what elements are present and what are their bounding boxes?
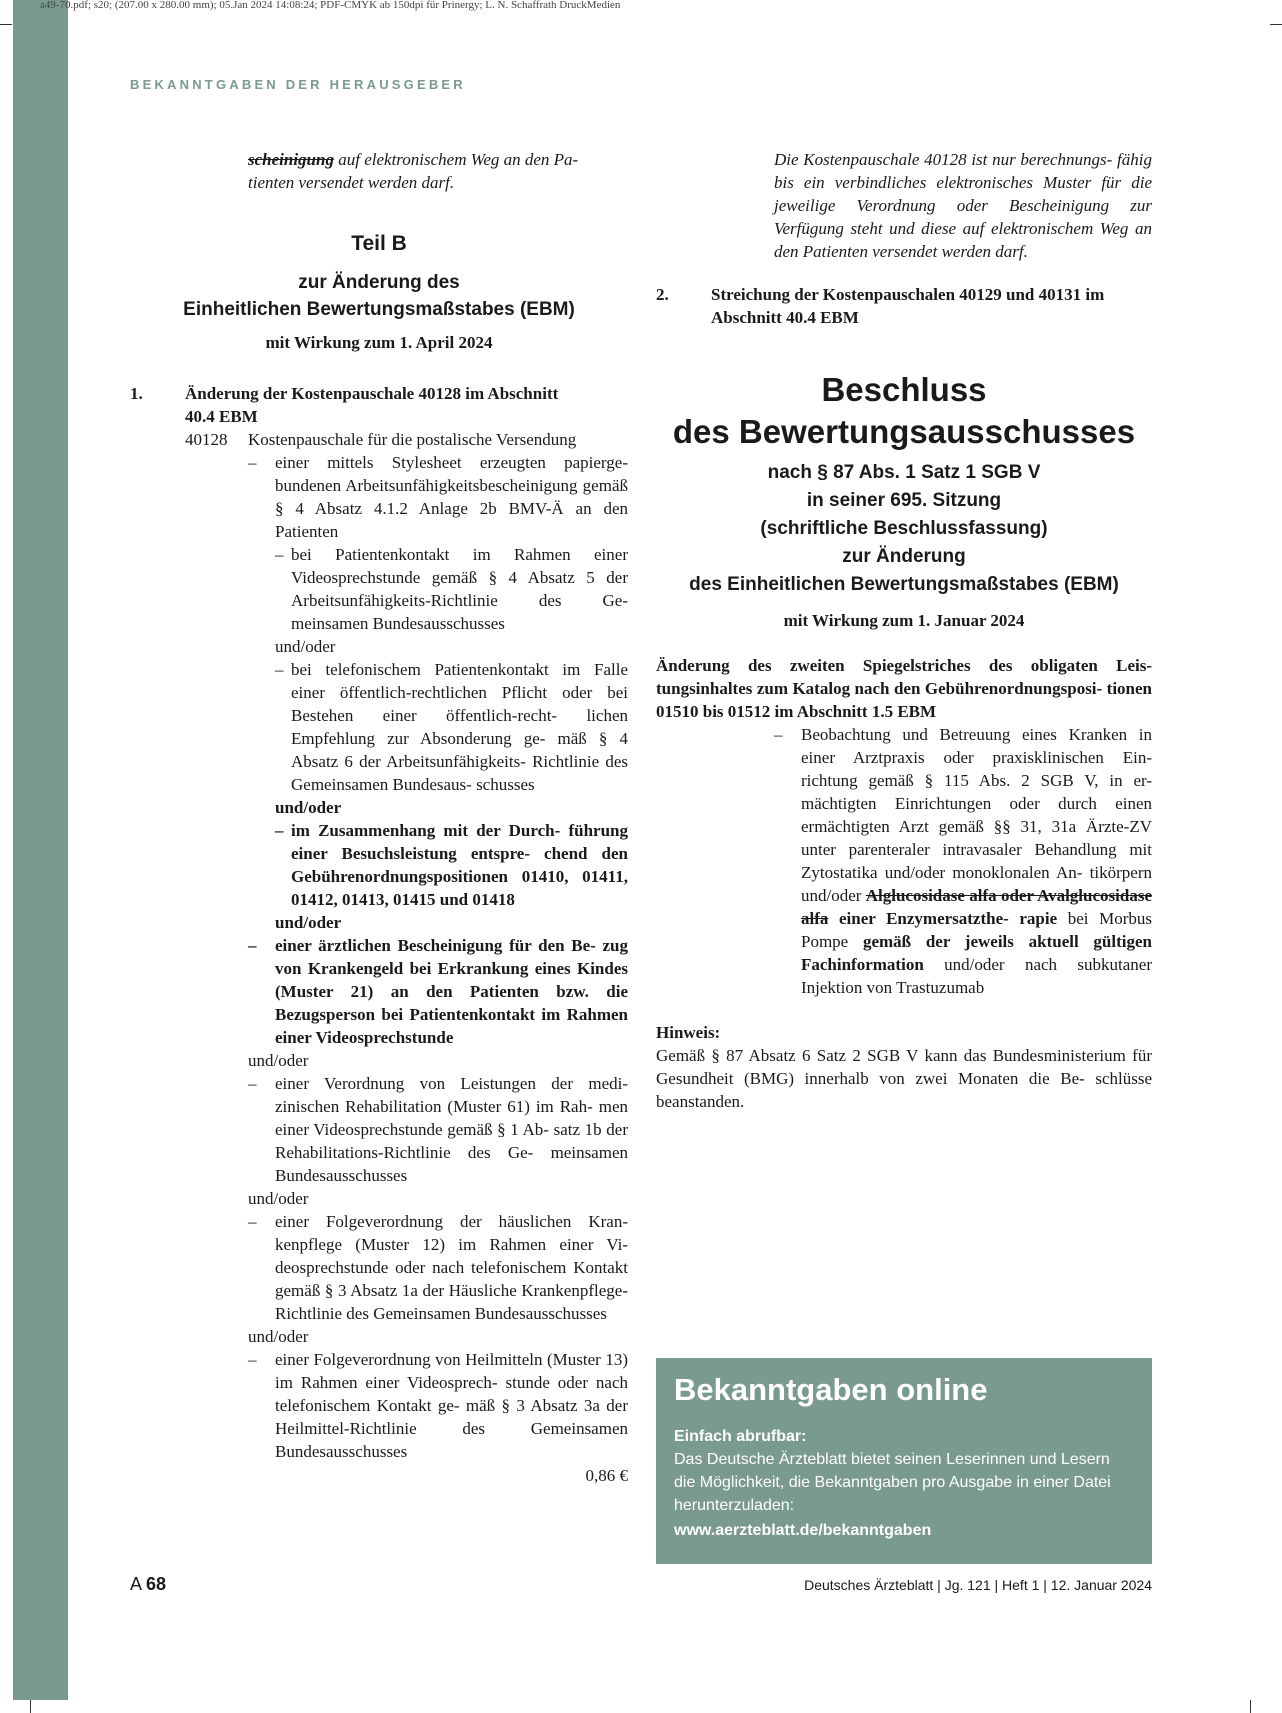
aenderung-heading: Änderung des zweiten Spiegelstriches des obligaten Leis- tungsinhaltes zum Katalog nach den Gebührenordnungsposi- tionen 01510 bis 01512 im Abschnitt 1.5 EBM [656,656,1152,721]
list-item-text: einer mittels Stylesheet erzeugten papierge- bundenen Arbeitsunfähigkeitsbescheinigung gemäß § 4 Absatz 4.1.2 Anlage 2b BMV-Ä an den Patienten [275,453,628,541]
right-column [656,148,1152,1113]
list-item-text: einer ärztlichen Bescheinigung für den Be- zug von Krankengeld bei Erkrankung eines Kindes (Muster 21) an den Patienten bzw. die Bezugsperson bei Patientenkontakt im Rahmen einer Videosprechstunde [275,936,628,1047]
item-1-title [130,382,628,428]
text-part: bei Morbus Pompe [801,909,1152,951]
online-subtitle: Einfach abrufbar: [674,1428,807,1445]
list-item-text: einer Folgeverordnung von Heilmitteln (Muster 13) im Rahmen einer Videosprech- stunde oder nach telefonischem Kontakt ge- mäß § 3 Absatz 3a der Heilmittel-Richtlinie des Gemeinsamen Bundesausschusses [275,1350,628,1461]
online-box [656,1358,1152,1564]
list-item: – Beobachtung und Betreuung eines Kranken in einer Arztpraxis oder praxisklinischen Ein- richtung gemäß § 115 Abs. 2 SGB V, in er- mächtigten Einrichtungen oder durch einen ermächtigten Arzt gemäß §§ 31, 31a Ärzte-ZV unter parenteraler intravasaler Behandlung mit Zytostatika und/oder monoklonalen An- tikörpern und/oder Alglucosidase alfa oder Avalglucosidase alfa einer Enzymersatzthe- rapie bei Morbus Pompe gemäß der jeweils aktuell gültigen Fachinformation und/oder nach subkutaner Injektion von Trastuzumab [774,725,1152,997]
subheading-line: zur Änderung des [298,272,460,293]
title-line: Änderung der Kostenpauschale 40128 im Abschnitt [185,384,559,403]
item-number: 2. [656,285,669,304]
beschluss-subtitle [656,459,1152,599]
text-part: und/oder nach subkutaner Injektion von Trastuzumab [801,955,1152,997]
section-label: BEKANNTGABEN DER HERAUSGEBER [130,77,466,92]
und-oder: und/oder [248,1327,309,1346]
crop-mark [1250,1700,1251,1713]
list-item: – einer Verordnung von Leistungen der medi- zinischen Rehabilitation (Muster 61) im Rah- men einer Videosprechstunde gemäß § 1 Ab- satz 1b der Rehabilitations-Richtlinie des Ge- meinsamen Bundesausschusses [248,1074,628,1185]
journal-info: Deutsches Ärzteblatt | Jg. 121 | Heft 1 | 12. Januar 2024 [804,1577,1152,1593]
gop-row [185,428,628,451]
beschluss-title [656,369,1152,453]
gop-block [130,428,628,911]
item-2 [656,283,1152,329]
subtitle-line: zur Änderung [842,546,966,567]
bold-text: einer Enzymersatzthe- rapie [828,909,1058,928]
side-color-bar [13,0,68,1700]
crop-mark [0,24,12,25]
subtitle-line: in seiner 695. Sitzung [806,490,1002,511]
sub-list [248,543,628,911]
list-item-text: einer Verordnung von Leistungen der medi- zinischen Rehabilitation (Muster 61) im Rah- men einer Videosprechstunde gemäß § 1 Ab- satz 1b der Rehabilitations-Richtlinie des Ge- meinsamen Bundesausschusses [275,1074,628,1185]
title-line: 40.4 EBM [185,407,258,426]
bold-text: gemäß der jeweils aktuell gültigen Fachinformation [801,932,1152,974]
online-link[interactable]: www.aerzteblatt.de/bekanntgaben [674,1522,932,1539]
und-oder: und/oder [248,1051,309,1070]
gop-list-continued [130,911,628,1487]
struck-text: Alglucosidase alfa oder Avalglucosidase alfa [801,886,1152,928]
list-item-text: bei Patientenkontakt im Rahmen einer Videosprechstunde gemäß § 4 Absatz 5 der Arbeitsunfähigkeits-Richtlinie des Ge- meinsamen Bundesausschusses [291,545,628,633]
list-item: – einer mittels Stylesheet erzeugten papierge- bundenen Arbeitsunfähigkeitsbescheinigung gemäß § 4 Absatz 4.1.2 Anlage 2b BMV-Ä an den Patienten [248,453,628,541]
list-item: – einer Folgeverordnung der häuslichen Kran- kenpflege (Muster 12) im Rahmen einer Vi- deosprechstunde oder nach telefonischem Kontakt gemäß § 3 Absatz 1a der Häusliche Krankenpflege-Richtlinie des Gemeinsamen Bundesausschusses [248,1212,628,1323]
gop-code: 40128 [185,430,228,449]
intro-text [130,148,628,194]
sub-list-item: – im Zusammenhang mit der Durch- führung einer Besuchsleistung entspre- chend den Gebührenordnungspositionen 01410, 01411, 01412, 01413, 01415 und 01418 [275,821,628,909]
gop-text: Kostenpauschale für die postalische Versendung [248,430,577,449]
hinweis-title: Hinweis: [656,1023,721,1042]
intro-line: tienten versendet werden darf. [248,173,455,192]
subtitle-line: des Einheitlichen Bewertungsmaßstabes (EBM) [689,574,1119,595]
subtitle-line: (schriftliche Beschlussfassung) [760,518,1048,539]
intro-line: auf elektronischem Weg an den Pa- [333,150,579,169]
list-item-text: einer Folgeverordnung der häuslichen Kran- kenpflege (Muster 12) im Rahmen einer Vi- deosprechstunde oder nach telefonischem Kontakt gemäß § 3 Absatz 1a der Häusliche Krankenpflege-Richtlinie des Gemeinsamen Bundesausschusses [275,1212,628,1323]
teil-heading: Teil B [351,232,407,255]
crop-mark [1270,24,1282,25]
und-oder: und/oder [248,1189,309,1208]
title-line: des Bewertungsausschusses [672,413,1136,450]
sub-list-item: – bei telefonischem Patientenkontakt im Falle einer öffentlich-rechtlichen Pflicht oder bei Bestehen einer öffentlich-recht- lichen Empfehlung zur Absonderung ge- mäß § 4 Absatz 6 der Arbeitsunfähigkeits- Richtlinie des Gemeinsamen Bundesaus- schusses [275,660,628,794]
teil-subheading [130,269,628,323]
left-column [130,148,628,1487]
gop-list [185,451,628,911]
right-intro: Die Kostenpauschale 40128 ist nur berechnungs- fähig bis ein verbindliches elektronisches Muster für die jeweilige Verordnung oder Bescheinigung zur Verfügung steht und diese auf elektronischem Weg an den Patienten versendet werden darf. [774,150,1152,261]
text-part: Beobachtung und Betreuung eines Kranken in einer Arztpraxis oder praxisklinischen Ein- richtung gemäß § 115 Abs. 2 SGB V, in er- mächtigten Einrichtungen oder durch einen ermächtigten Arzt gemäß §§ 31, 31a Ärzte-ZV unter parenteraler intravasaler Behandlung mit Zytostatika und/oder monoklonalen An- tikörpern und/oder [801,725,1152,905]
subheading-line: Einheitlichen Bewertungsmaßstabes (EBM) [183,299,575,320]
subtitle-line: nach § 87 Abs. 1 Satz 1 SGB V [767,462,1041,483]
wirkung-date: mit Wirkung zum 1. April 2024 [265,333,493,352]
list-item: – einer ärztlichen Bescheinigung für den Be- zug von Krankengeld bei Erkrankung eines Kindes (Muster 21) an den Patienten bzw. die Bezugsperson bei Patientenkontakt im Rahmen einer Videosprechstunde [248,936,628,1047]
und-oder: und/oder [275,637,336,656]
page-num: 68 [146,1574,167,1594]
online-title: Bekanntgaben online [674,1372,988,1407]
und-oder: und/oder [275,913,342,932]
und-oder: und/oder [275,798,342,817]
list-item-text [801,723,1152,999]
wirkung-date: mit Wirkung zum 1. Januar 2024 [783,611,1025,630]
print-slug: a49-70.pdf; s20; (207.00 x 280.00 mm); 05.Jan 2024 14:08:24; PDF-CMYK ab 150dpi für Prinergy; L. N. Schaffrath DruckMedien [40,0,621,11]
crop-mark [30,1700,31,1713]
item-number: 1. [130,384,143,403]
title-line: Beschluss [821,371,987,408]
struck-text: scheinigung [248,150,334,169]
list-item: – einer Folgeverordnung von Heilmitteln (Muster 13) im Rahmen einer Videosprech- stunde oder nach telefonischem Kontakt ge- mäß § 3 Absatz 3a der Heilmittel-Richtlinie des Gemeinsamen Bundesausschusses [248,1350,628,1461]
list-item-text: im Zusammenhang mit der Durch- führung einer Besuchsleistung entspre- chend den Gebührenordnungspositionen 01410, 01411, 01412, 01413, 01415 und 01418 [291,821,628,909]
hinweis-text: Gemäß § 87 Absatz 6 Satz 2 SGB V kann das Bundesministerium für Gesundheit (BMG) innerhalb von zwei Monaten die Be- schlüsse beanstanden. [656,1046,1152,1111]
item-title [185,382,628,428]
price: 0,86 € [585,1466,628,1485]
page-prefix: A [130,1574,142,1594]
sub-list-item: – bei Patientenkontakt im Rahmen einer Videosprechstunde gemäß § 4 Absatz 5 der Arbeitsunfähigkeits-Richtlinie des Ge- meinsamen Bundesausschusses [275,545,628,633]
item-title: Streichung der Kostenpauschalen 40129 und 40131 im Abschnitt 40.4 EBM [711,285,1105,327]
online-text: Das Deutsche Ärzteblatt bietet seinen Leserinnen und Lesern die Möglichkeit, die Bekanntgaben pro Ausgabe in einer Datei herunterzuladen: [674,1451,1111,1514]
list-item-text: bei telefonischem Patientenkontakt im Falle einer öffentlich-rechtlichen Pflicht oder bei Bestehen einer öffentlich-recht- lichen Empfehlung zur Absonderung ge- mäß § 4 Absatz 6 der Arbeitsunfähigkeits- Richtlinie des Gemeinsamen Bundesaus- schusses [291,660,628,794]
page-number [130,1574,166,1595]
aenderung-list [656,723,1152,999]
